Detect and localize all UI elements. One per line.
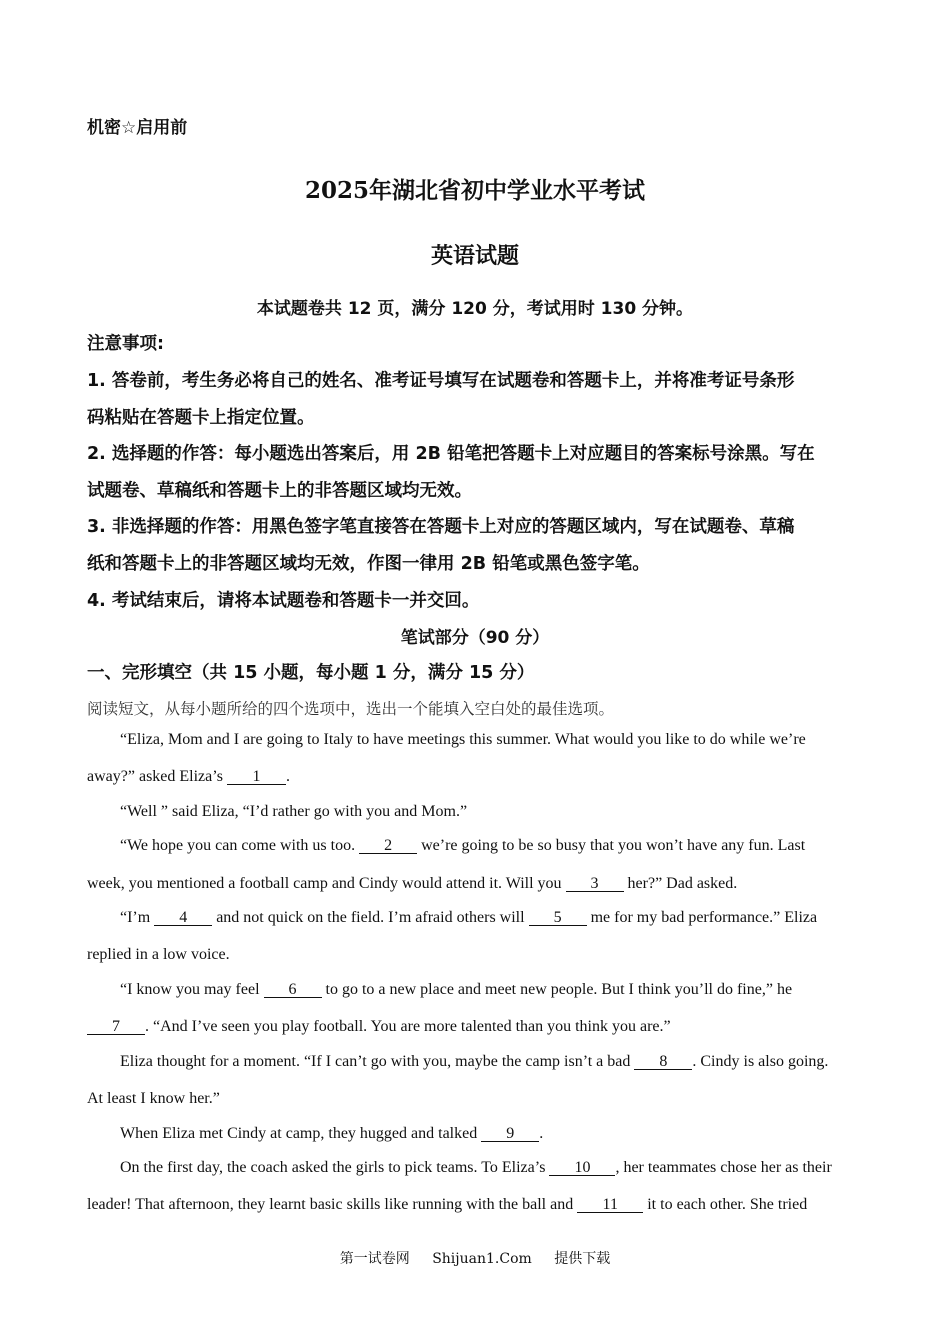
notice-line: 码粘贴在答题卡上指定位置。 [87,408,315,428]
notice-line: 纸和答题卡上的非答题区域均无效，作图一律用 2B 铅笔或黑色签字笔。 [87,554,650,574]
passage-line: At least I know her.” [87,1090,220,1107]
notice-line: 1. 答卷前，考生务必将自己的姓名、准考证号填写在试题卷和答题卡上，并将准考证号条形 [87,371,795,391]
passage-line: “I know you may feel 6 to go to a new place and meet new people. But I think you’ll do fine,” he [120,981,793,998]
exam-subtitle: 英语试题 [430,244,519,269]
exam-title: 2025年湖北省初中学业水平考试 [304,177,645,204]
written-section-heading: 笔试部分（90 分） [400,628,550,648]
passage-line: Eliza thought for a moment. “If I can’t go with you, maybe the camp isn’t a bad 8 . Cindy is also going. [120,1053,829,1070]
exam-info: 本试题卷共 12 页，满分 120 分，考试用时 130 分钟。 [256,299,694,319]
passage-line: replied in a low voice. [87,946,230,963]
notice-heading: 注意事项: [87,334,164,354]
confidential-label: 机密☆启用前 [87,118,188,138]
passage-line: leader! That afternoon, they learnt basic skills like running with the ball and 11 it to each other. She tried [87,1196,808,1213]
footer-site-en[interactable]: Shijuan1.Com [432,1251,532,1267]
passage-line: “Well ” said Eliza, “I’d rather go with you and Mom.” [120,803,468,820]
notice-line: 2. 选择题的作答：每小题选出答案后，用 2B 铅笔把答题卡上对应题目的答案标号涂黑。写在 [87,444,815,464]
passage-line: On the first day, the coach asked the girls to pick teams. To Eliza’s 10 , her teammates chose her as their [120,1159,832,1176]
passage-line: “Eliza, Mom and I are going to Italy to have meetings this summer. What would you like to do while we’re [120,731,806,748]
blank-8: 8 [634,1054,692,1070]
blank-3: 3 [566,876,624,892]
footer-site-cn: 第一试卷网 [339,1251,410,1267]
passage-line: “We hope you can come with us too. 2 we’re going to be so busy that you won’t have any fun. Last [120,837,806,854]
part1-heading: 一、完形填空（共 15 小题，每小题 1 分，满分 15 分） [87,663,535,683]
passage-line: “I’m 4 and not quick on the field. I’m afraid others will 5 me for my bad performance.” Eliza [120,909,818,926]
blank-5: 5 [529,910,587,926]
passage-line: When Eliza met Cindy at camp, they hugged and talked 9 . [120,1125,544,1142]
blank-2: 2 [359,838,417,854]
part1-instruction: 阅读短文，从每小题所给的四个选项中，选出一个能填入空白处的最佳选项。 [87,700,615,718]
footer-provide: 提供下载 [554,1251,611,1267]
notice-line: 试题卷、草稿纸和答题卡上的非答题区域均无效。 [87,481,472,501]
page-footer [0,1248,950,1268]
notice-line: 3. 非选择题的作答：用黑色签字笔直接答在答题卡上对应的答题区域内，写在试题卷、草稿 [87,517,795,537]
blank-10: 10 [549,1160,615,1176]
blank-4: 4 [154,910,212,926]
blank-1: 1 [227,769,286,785]
blank-7: 7 [87,1019,145,1035]
passage-line: away?” asked Eliza’s 1 . [87,768,290,785]
passage-line: 7 . “And I’ve seen you play football. You are more talented than you think you are.” [87,1018,671,1036]
blank-11: 11 [577,1197,643,1213]
passage-line: week, you mentioned a football camp and Cindy would attend it. Will you 3 her?” Dad asked. [87,875,738,892]
notice-line: 4. 考试结束后，请将本试题卷和答题卡一并交回。 [87,591,480,611]
blank-9: 9 [481,1126,539,1142]
blank-6: 6 [264,982,322,998]
